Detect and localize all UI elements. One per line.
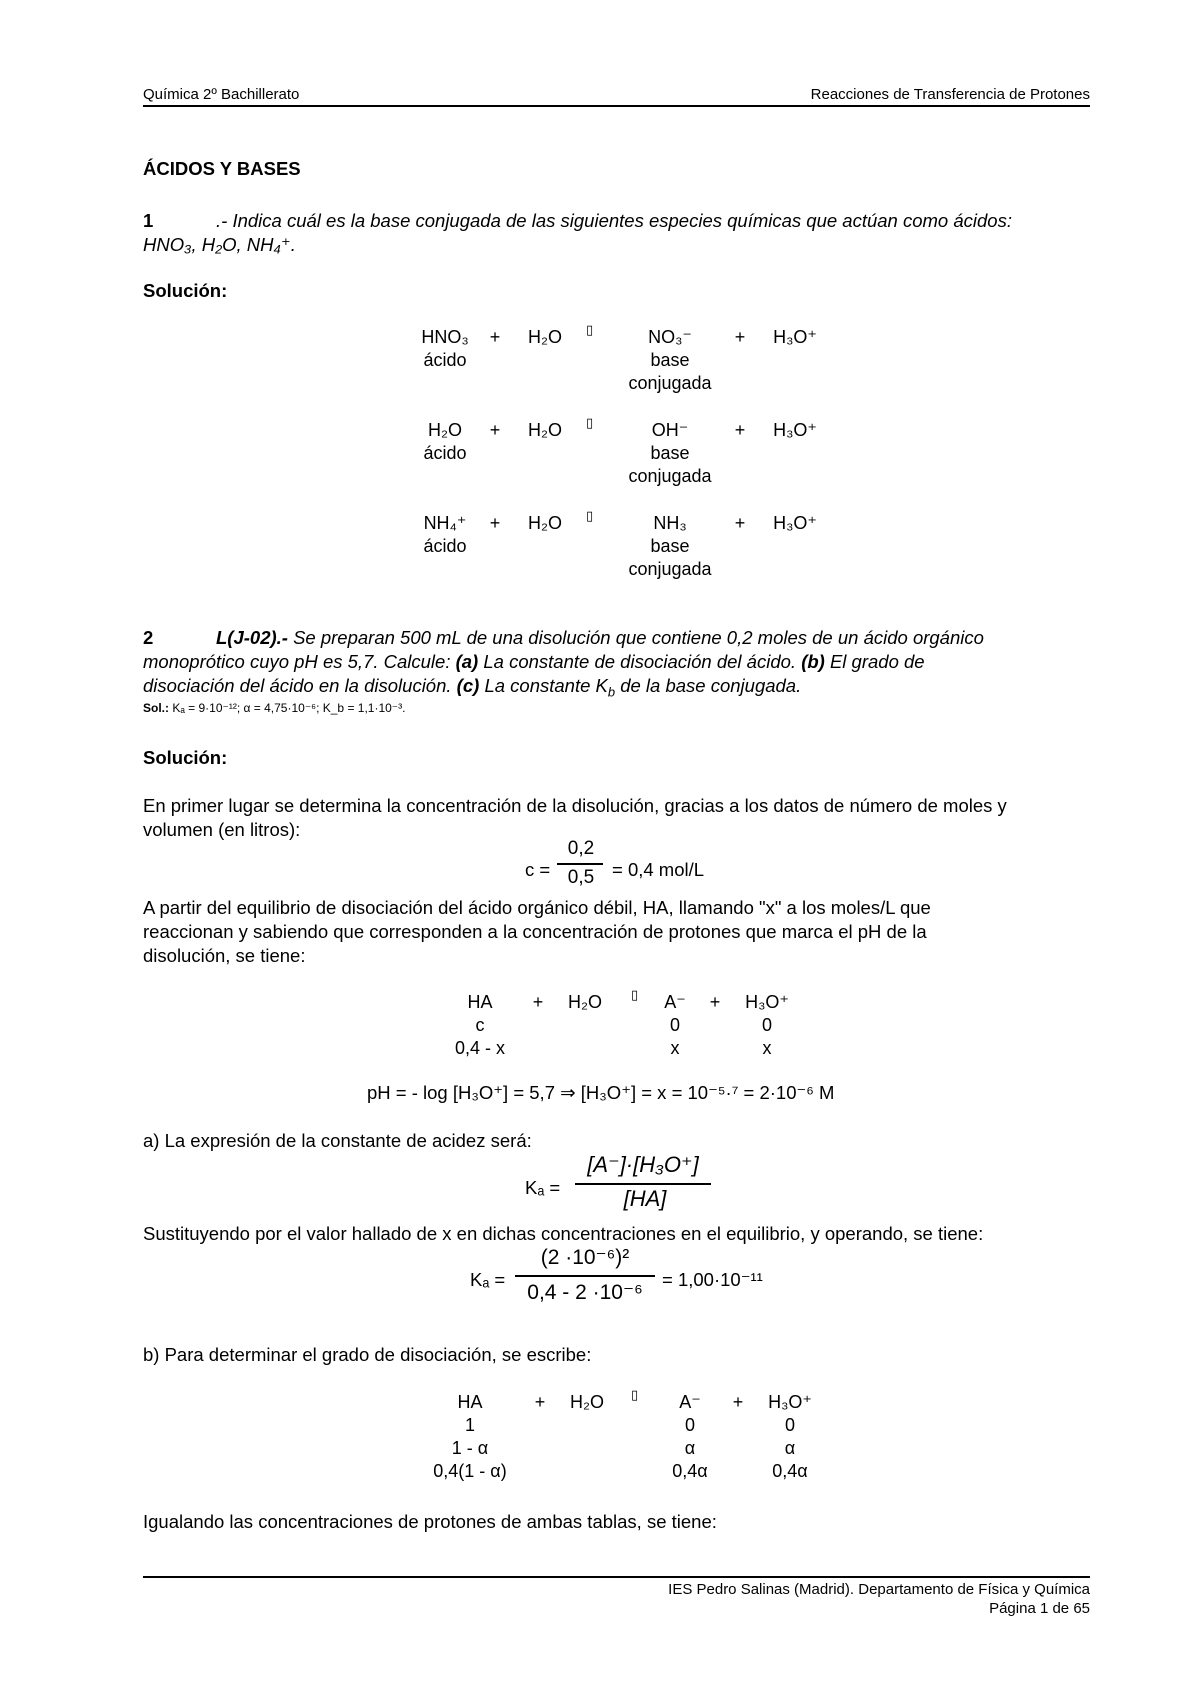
reaction-1-base-label: base xyxy=(650,350,690,370)
reaction-2-conjugate-label: conjugada xyxy=(628,466,712,486)
ka-value-rhs: = 1,00·10⁻¹¹ xyxy=(662,1269,763,1290)
table1-row2-acid: 0,4 - x xyxy=(454,1038,506,1058)
reaction-1-plus: + xyxy=(734,327,746,347)
footer-rule xyxy=(143,1576,1090,1578)
reaction-3-plus: + xyxy=(489,513,501,533)
problem-2-statement-line-1 xyxy=(216,626,984,650)
concentration-denominator: 0,5 xyxy=(567,867,595,888)
equilibrium-arrow-icon: ▯ xyxy=(631,1387,639,1402)
part-a-text: a) La expresión de la constante de acidez será: xyxy=(143,1130,532,1151)
reaction-1-acid-label: ácido xyxy=(423,350,467,370)
table1-row2-hydronium: x xyxy=(762,1038,772,1058)
substitution-text: Sustituyendo por el valor hallado de x en dichas concentraciones en el equilibrio, y operando, se tiene: xyxy=(143,1223,984,1244)
reaction-2-plus: + xyxy=(734,420,746,440)
reaction-3-plus: + xyxy=(734,513,746,533)
reaction-3-water: H₂O xyxy=(528,513,562,533)
reaction-2-product: OH⁻ xyxy=(651,420,689,440)
reaction-3-hydronium: H₃O⁺ xyxy=(773,513,817,533)
equilibrium-arrow-icon: ▯ xyxy=(586,322,594,337)
concentration-lhs: c = xyxy=(525,859,551,880)
reaction-1-plus: + xyxy=(489,327,501,347)
equilibrium-arrow-icon: ▯ xyxy=(631,987,639,1002)
table2-row1-acid: 1 xyxy=(464,1415,475,1435)
table2-head-acid: HA xyxy=(457,1392,483,1412)
reaction-2-water: H₂O xyxy=(528,420,562,440)
header-right: Reacciones de Transferencia de Protones xyxy=(810,86,1090,103)
final-text: Igualando las concentraciones de protones de ambas tablas, se tiene: xyxy=(143,1511,717,1532)
problem-2-reference: L(J-02).- xyxy=(216,627,288,648)
ka-expression-denominator: [HA] xyxy=(623,1186,667,1211)
table2-head-plus: + xyxy=(534,1392,546,1412)
table1-head-anion: A⁻ xyxy=(664,992,686,1012)
problem-2-solution-label: Solución: xyxy=(143,747,228,768)
table2-row3-anion: 0,4α xyxy=(672,1461,708,1481)
ka-value-lhs: Kₐ = xyxy=(470,1269,506,1290)
reaction-2-base-label: base xyxy=(650,443,690,463)
equilibrium-arrow-icon: ▯ xyxy=(586,415,594,430)
part-b-tag: (b) xyxy=(801,651,825,672)
problem-2-answer-summary xyxy=(143,700,405,716)
answer-label: Sol.: xyxy=(143,701,169,715)
ka-value-numerator: (2 ·10⁻⁶)² xyxy=(540,1246,630,1269)
table1-row1-anion: 0 xyxy=(669,1015,680,1035)
table2-row3-hydronium: 0,4α xyxy=(772,1461,808,1481)
part-c-tag: (c) xyxy=(456,675,480,696)
reaction-2-acid-label: ácido xyxy=(423,443,467,463)
table1-head-plus: + xyxy=(709,992,721,1012)
reaction-2-hydronium: H₃O⁺ xyxy=(773,420,817,440)
table1-row1-hydronium: 0 xyxy=(761,1015,772,1035)
part-a-tag: (a) xyxy=(455,651,479,672)
paragraph-concentration-line-2: volumen (en litros): xyxy=(143,819,301,840)
table1-head-acid: HA xyxy=(467,992,493,1012)
reaction-3-conjugate-label: conjugada xyxy=(628,559,712,579)
reaction-3-reactant: NH₄⁺ xyxy=(423,513,467,533)
fraction-bar xyxy=(575,1183,711,1185)
reaction-3-acid-label: ácido xyxy=(423,536,467,556)
table1-row2-anion: x xyxy=(670,1038,680,1058)
problem-1-species: HNO₃, H₂O, NH₄⁺. xyxy=(143,234,296,255)
reaction-1-reactant: HNO₃ xyxy=(421,327,469,347)
reaction-1-product: NO₃⁻ xyxy=(648,327,692,347)
ka-expression-numerator: [A⁻]·[H₃O⁺] xyxy=(587,1152,699,1177)
reaction-1-hydronium: H₃O⁺ xyxy=(773,327,817,347)
ka-value-denominator: 0,4 - 2 ·10⁻⁶ xyxy=(527,1281,643,1304)
problem-1-prompt: .- Indica cuál es la base conjugada de las siguientes especies químicas que actúan como ácidos: xyxy=(216,210,1012,231)
footer-page-number: Página 1 de 65 xyxy=(989,1600,1090,1617)
table1-head-water: H₂O xyxy=(568,992,602,1012)
concentration-numerator: 0,2 xyxy=(567,838,595,859)
part-b-text: b) Para determinar el grado de disociación, se escribe: xyxy=(143,1344,592,1365)
footer-line-1: IES Pedro Salinas (Madrid). Departamento de Física y Química xyxy=(668,1581,1090,1598)
table2-row1-anion: 0 xyxy=(684,1415,695,1435)
reaction-2-reactant: H₂O xyxy=(428,420,462,440)
fraction-bar xyxy=(515,1275,655,1277)
table2-head-water: H₂O xyxy=(570,1392,604,1412)
table1-head-hydronium: H₃O⁺ xyxy=(745,992,789,1012)
table2-row2-acid: 1 - α xyxy=(451,1438,489,1458)
table2-row3-acid: 0,4(1 - α) xyxy=(433,1461,507,1481)
reaction-2-plus: + xyxy=(489,420,501,440)
table2-row2-hydronium: α xyxy=(784,1438,796,1458)
problem-2-text: Se preparan 500 mL de una disolución que contiene 0,2 moles de un ácido orgánico xyxy=(293,627,984,648)
paragraph-equilibrium-line-1: A partir del equilibrio de disociación del ácido orgánico débil, HA, llamando "x" a los moles/L que xyxy=(143,897,931,918)
problem-2-statement-line-2: monoprótico cuyo pH es 5,7. Calcule: (a) La constante de disociación del ácido. (b) El grado de xyxy=(143,651,925,672)
reaction-1-conjugate-label: conjugada xyxy=(628,373,712,393)
table2-head-anion: A⁻ xyxy=(679,1392,701,1412)
table1-row1-acid: c xyxy=(475,1015,485,1035)
table1-head-plus: + xyxy=(532,992,544,1012)
problem-2-number: 2 xyxy=(143,627,154,648)
paragraph-concentration-line-1: En primer lugar se determina la concentración de la disolución, gracias a los datos de número de moles y xyxy=(143,795,1007,816)
answer-values: Kₐ = 9·10⁻¹²; α = 4,75·10⁻⁶; K_b = 1,1·10⁻³. xyxy=(172,701,406,715)
table2-head-plus: + xyxy=(732,1392,744,1412)
paragraph-equilibrium-line-2: reaccionan y sabiendo que corresponden a la concentración de protones que marca el pH de la xyxy=(143,921,927,942)
concentration-rhs: = 0,4 mol/L xyxy=(612,859,705,880)
table2-row1-hydronium: 0 xyxy=(784,1415,795,1435)
problem-1-number: 1 xyxy=(143,210,154,231)
ph-calculation: pH = - log [H₃O⁺] = 5,7 ⇒ [H₃O⁺] = x = 10⁻⁵·⁷ = 2·10⁻⁶ M xyxy=(367,1082,835,1103)
paragraph-equilibrium-line-3: disolución, se tiene: xyxy=(143,945,306,966)
problem-2-statement-line-3: disociación del ácido en la disolución. (c) La constante $K_b$ de la base conjugada. xyxy=(143,675,802,700)
ka-expression-lhs: Kₐ = xyxy=(525,1177,561,1198)
page-title: ÁCIDOS Y BASES xyxy=(143,158,301,179)
header-rule xyxy=(143,105,1090,107)
problem-1-solution-label: Solución: xyxy=(143,280,228,301)
reaction-1-water: H₂O xyxy=(528,327,562,347)
reaction-3-base-label: base xyxy=(650,536,690,556)
header-left: Química 2º Bachillerato xyxy=(143,86,300,103)
fraction-bar xyxy=(557,863,603,865)
reaction-3-product: NH₃ xyxy=(653,513,687,533)
table2-row2-anion: α xyxy=(684,1438,696,1458)
equilibrium-arrow-icon: ▯ xyxy=(586,508,594,523)
table2-head-hydronium: H₃O⁺ xyxy=(768,1392,812,1412)
